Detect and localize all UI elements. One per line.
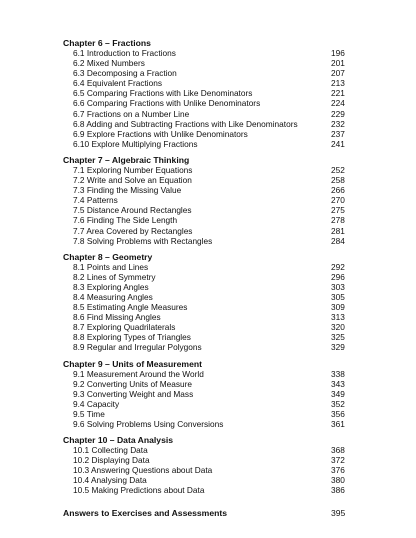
toc-entry-page-number: 368 bbox=[331, 445, 345, 456]
toc-entry-page-number: 376 bbox=[331, 465, 345, 476]
toc-entry-page-number: 349 bbox=[331, 388, 345, 399]
toc-entry-page-number: 258 bbox=[331, 175, 345, 186]
toc-entry[interactable] bbox=[63, 409, 353, 419]
toc-entry-page-number: 284 bbox=[331, 235, 345, 246]
toc-entry-page-number: 241 bbox=[331, 138, 345, 149]
toc-entry-label: 10.3 Answering Questions about Data bbox=[73, 465, 213, 476]
toc-entry-label: 9.6 Solving Problems Using Conversions bbox=[73, 419, 224, 429]
toc-entry[interactable] bbox=[63, 455, 353, 465]
toc-entry-page-number: 356 bbox=[331, 408, 345, 419]
toc-entry[interactable] bbox=[63, 98, 353, 108]
toc-entry[interactable] bbox=[63, 302, 353, 312]
toc-entry-label: 8.5 Estimating Angle Measures bbox=[73, 302, 188, 313]
toc-entry-label: 7.1 Exploring Number Equations bbox=[73, 164, 193, 175]
toc-entry[interactable] bbox=[63, 88, 353, 98]
toc-entry-label: 8.7 Exploring Quadrilaterals bbox=[73, 322, 176, 333]
toc-entry[interactable] bbox=[63, 312, 353, 322]
toc-entry[interactable] bbox=[63, 485, 353, 495]
toc-entry[interactable] bbox=[63, 215, 353, 225]
chapter-title[interactable]: Chapter 10 – Data Analysis bbox=[63, 435, 174, 446]
toc-entry-label: 7.3 Finding the Missing Value bbox=[73, 185, 182, 196]
toc-entry-page-number: 305 bbox=[331, 291, 345, 302]
toc-entry-page-number: 303 bbox=[331, 281, 345, 292]
toc-entry-label: 10.2 Displaying Data bbox=[73, 455, 150, 466]
toc-entry[interactable] bbox=[63, 165, 353, 175]
toc-entry[interactable] bbox=[63, 119, 353, 129]
toc-entry-page-number: 296 bbox=[331, 271, 345, 282]
toc-entry-label: 6.9 Explore Fractions with Unlike Denominators bbox=[73, 128, 248, 139]
toc-entry[interactable] bbox=[63, 369, 353, 379]
toc-entry[interactable] bbox=[63, 175, 353, 185]
toc-entry-page-number: 275 bbox=[331, 205, 345, 216]
toc-entry-page-number: 281 bbox=[331, 225, 345, 236]
toc-entry-page-number: 372 bbox=[331, 455, 345, 466]
toc-entry-label: 8.2 Lines of Symmetry bbox=[73, 271, 156, 282]
toc-entry-page-number: 320 bbox=[331, 322, 345, 333]
toc-entry[interactable] bbox=[63, 272, 353, 282]
toc-entry-page-number: 252 bbox=[331, 164, 345, 175]
toc-entry-page-number: 213 bbox=[331, 78, 345, 89]
chapter-title[interactable]: Chapter 8 – Geometry bbox=[63, 251, 153, 262]
toc-entry[interactable] bbox=[63, 109, 353, 119]
toc-entry[interactable] bbox=[63, 389, 353, 399]
toc-entry[interactable] bbox=[63, 379, 353, 389]
toc-entry[interactable] bbox=[63, 332, 353, 342]
toc-entry-page-number: 292 bbox=[331, 261, 345, 272]
toc-entry-label: 6.7 Fractions on a Number Line bbox=[73, 108, 190, 119]
chapter-section bbox=[63, 359, 353, 430]
answers-label: Answers to Exercises and Assessments bbox=[63, 507, 227, 518]
toc-entry-label: 6.1 Introduction to Fractions bbox=[73, 48, 176, 58]
toc-entry-label: 8.3 Exploring Angles bbox=[73, 281, 149, 292]
toc-entry-page-number: 232 bbox=[331, 118, 345, 129]
toc-entry[interactable] bbox=[63, 68, 353, 78]
toc-entry-page-number: 201 bbox=[331, 58, 345, 69]
toc-entry-label: 10.5 Making Predictions about Data bbox=[73, 485, 205, 496]
toc-entry[interactable] bbox=[63, 58, 353, 68]
toc-entry[interactable] bbox=[63, 282, 353, 292]
toc-entry-page-number: 313 bbox=[331, 312, 345, 323]
toc-entry-label: 6.6 Comparing Fractions with Unlike Denominators bbox=[73, 98, 261, 109]
toc-entry-page-number: 221 bbox=[331, 88, 345, 99]
toc-entry[interactable] bbox=[63, 475, 353, 485]
toc-entry-page-number: 325 bbox=[331, 332, 345, 343]
answers-page-number: 395 bbox=[331, 507, 346, 518]
toc-entry[interactable] bbox=[63, 445, 353, 455]
toc-entry[interactable] bbox=[63, 262, 353, 272]
toc-entry-page-number: 229 bbox=[331, 108, 345, 119]
toc-entry[interactable] bbox=[63, 48, 353, 58]
chapter-title[interactable]: Chapter 7 – Algebraic Thinking bbox=[63, 154, 190, 165]
toc-entry[interactable] bbox=[63, 322, 353, 332]
toc-entry-page-number: 352 bbox=[331, 398, 345, 409]
toc-entry-label: 8.4 Measuring Angles bbox=[73, 291, 153, 302]
chapter-title[interactable]: Chapter 9 – Units of Measurement bbox=[63, 358, 202, 369]
chapter-section bbox=[63, 252, 353, 353]
toc-entry[interactable] bbox=[63, 419, 353, 429]
toc-entry[interactable] bbox=[63, 236, 353, 246]
toc-entry-page-number: 224 bbox=[331, 98, 345, 109]
toc-entry-label: 7.6 Finding The Side Length bbox=[73, 215, 178, 226]
toc-entry-label: 9.2 Converting Units of Measure bbox=[73, 378, 192, 389]
toc-entry-label: 8.1 Points and Lines bbox=[73, 261, 149, 272]
toc-entry-page-number: 361 bbox=[331, 419, 345, 429]
toc-entry-label: 7.5 Distance Around Rectangles bbox=[73, 205, 192, 216]
toc-entry-page-number: 266 bbox=[331, 185, 345, 196]
toc-entry-label: 6.2 Mixed Numbers bbox=[73, 58, 145, 69]
chapter-section bbox=[63, 435, 353, 495]
toc-entry-page-number: 386 bbox=[331, 485, 345, 496]
toc-entry-label: 7.7 Area Covered by Rectangles bbox=[73, 225, 193, 236]
toc-entry-label: 6.8 Adding and Subtracting Fractions with Like Denominators bbox=[73, 118, 298, 129]
toc-entry-page-number: 343 bbox=[331, 378, 345, 389]
toc-entry-label: 6.3 Decomposing a Fraction bbox=[73, 68, 177, 79]
toc-entry-label: 10.4 Analysing Data bbox=[73, 475, 147, 486]
toc-entry-label: 9.4 Capacity bbox=[73, 398, 120, 409]
toc-entry-page-number: 338 bbox=[331, 368, 345, 379]
toc-entry[interactable] bbox=[63, 129, 353, 139]
toc-entry-label: 7.2 Write and Solve an Equation bbox=[73, 175, 192, 186]
toc-entry[interactable] bbox=[63, 465, 353, 475]
toc-entry-label: 9.5 Time bbox=[73, 408, 105, 419]
toc-entry-label: 8.8 Exploring Types of Triangles bbox=[73, 332, 191, 343]
toc-entry[interactable] bbox=[63, 399, 353, 409]
toc-entry-page-number: 237 bbox=[331, 128, 345, 139]
toc-entry-page-number: 309 bbox=[331, 302, 345, 313]
toc-entry-page-number: 207 bbox=[331, 68, 345, 79]
chapter-title[interactable]: Chapter 6 – Fractions bbox=[63, 38, 151, 48]
toc-entry[interactable] bbox=[63, 205, 353, 215]
toc-entry[interactable] bbox=[63, 78, 353, 88]
toc-entry-label: 7.4 Patterns bbox=[73, 195, 118, 206]
toc-entry-label: 6.4 Equivalent Fractions bbox=[73, 78, 163, 89]
toc-entry[interactable] bbox=[63, 342, 353, 352]
chapter-section bbox=[63, 155, 353, 246]
toc-entry-label: 6.5 Comparing Fractions with Like Denominators bbox=[73, 88, 253, 99]
toc-entry-label: 9.3 Converting Weight and Mass bbox=[73, 388, 194, 399]
toc-entry[interactable] bbox=[63, 226, 353, 236]
table-of-contents bbox=[63, 38, 353, 518]
toc-entry[interactable] bbox=[63, 139, 353, 149]
toc-entry-label: 8.9 Regular and Irregular Polygons bbox=[73, 342, 202, 353]
toc-entry[interactable] bbox=[63, 195, 353, 205]
toc-entry-page-number: 278 bbox=[331, 215, 345, 226]
toc-entry-page-number: 329 bbox=[331, 342, 345, 353]
chapter-section bbox=[63, 38, 353, 149]
toc-entry[interactable] bbox=[63, 185, 353, 195]
toc-entry-page-number: 270 bbox=[331, 195, 345, 206]
toc-entry-label: 8.6 Find Missing Angles bbox=[73, 312, 161, 323]
answers-entry[interactable] bbox=[63, 508, 353, 518]
toc-entry-label: 7.8 Solving Problems with Rectangles bbox=[73, 235, 213, 246]
toc-entry-page-number: 380 bbox=[331, 475, 345, 486]
toc-entry-label: 10.1 Collecting Data bbox=[73, 445, 148, 456]
toc-entry-page-number: 196 bbox=[331, 48, 345, 58]
chapter-list bbox=[63, 38, 353, 496]
toc-entry-label: 6.10 Explore Multiplying Fractions bbox=[73, 138, 198, 149]
toc-entry[interactable] bbox=[63, 292, 353, 302]
toc-entry-label: 9.1 Measurement Around the World bbox=[73, 368, 204, 379]
